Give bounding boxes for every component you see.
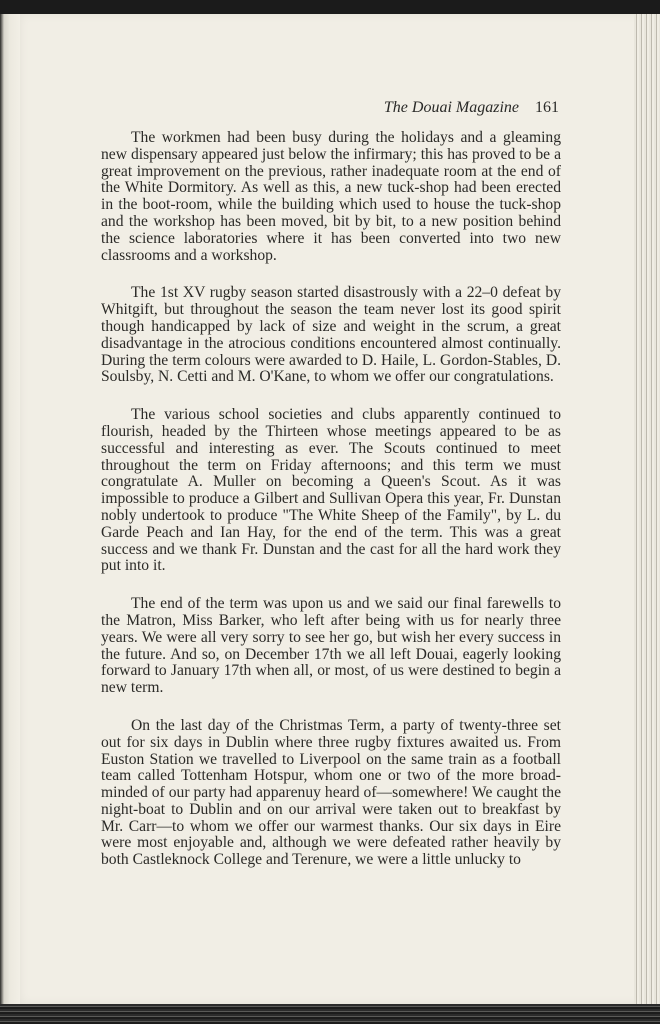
paragraph-dublin-tour: On the last day of the Christmas Term, a party of twenty-three set out for six days in Dublin where three rugby fixtures awaited us. From Euston Station we travelled to Liverpool on the same train as a football team called Tottenham Hotspur, whom one or two of the more broad-minded of our party had apparenuy heard of—somewhere! We caught the night-boat to Dublin and on our arrival were taken out to breakfast by Mr. Carr—to whom we offer our warmest thanks. Our six days in Eire were most enjoyable and, although we were defeated rather heavily by both Castleknock College and Terenure, we were a little unlucky to (101, 716, 561, 869)
paragraph-societies: The various school societies and clubs apparently continued to flourish, headed by the Thirteen whose meetings appeared to be as successful and interesting as ever. The Scouts continued to meet throughout the term on Friday afternoons; and this term we must congratulate A. Muller on becoming a Queen's Scout. As it was impossible to produce a Gilbert and Sullivan Opera this year, Fr. Dunstan nobly undertook to produce "The White Sheep of the Family", by L. du Garde Peach and Ian Hay, for the end of the term. This was a great success and we thank Fr. Dunstan and the cast for all the hard work they put into it. (101, 406, 561, 575)
page-stack-edge (634, 14, 660, 1008)
book-gutter (0, 14, 20, 1008)
book-bottom-edge (0, 1004, 660, 1024)
running-head (384, 99, 559, 117)
running-head-title: The Douai Magazine (383, 99, 519, 116)
page-number: 161 (535, 99, 559, 116)
paragraph-rugby-season: The 1st XV rugby season started disastrously with a 22–0 defeat by Whitgift, but throughout the season the team never lost its good spirit though handicapped by lack of size and weight in the scrum, a great disadvantage in the atrocious conditions encountered almost continually. During the term colours were awarded to D. Haile, L. Gordon-Stables, D. Soulsby, N. Cetti and M. O'Kane, to whom we offer our congratulations. (101, 284, 561, 386)
paragraph-dispensary: The workmen had been busy during the holidays and a gleaming new dispensary appeared just below the infirmary; this has proved to be a great improvement on the previous, rather inadequate room at the end of the White Dormitory. As well as this, a new tuck-shop had been erected in the boot-room, while the building which used to house the tuck-shop and the workshop has been moved, bit by bit, to a new position behind the science laboratories where it has been converted into two new classrooms and a workshop. (101, 129, 561, 264)
book-top-edge (0, 0, 660, 14)
paragraph-end-of-term: The end of the term was upon us and we said our final farewells to the Matron, Miss Barker, who left after being with us for nearly three years. We were all very sorry to see her go, but wish her every success in the future. And so, on December 17th we all left Douai, eagerly looking forward to January 17th when all, or most, of us were destined to begin a new term. (101, 595, 561, 697)
body-text (101, 130, 561, 869)
